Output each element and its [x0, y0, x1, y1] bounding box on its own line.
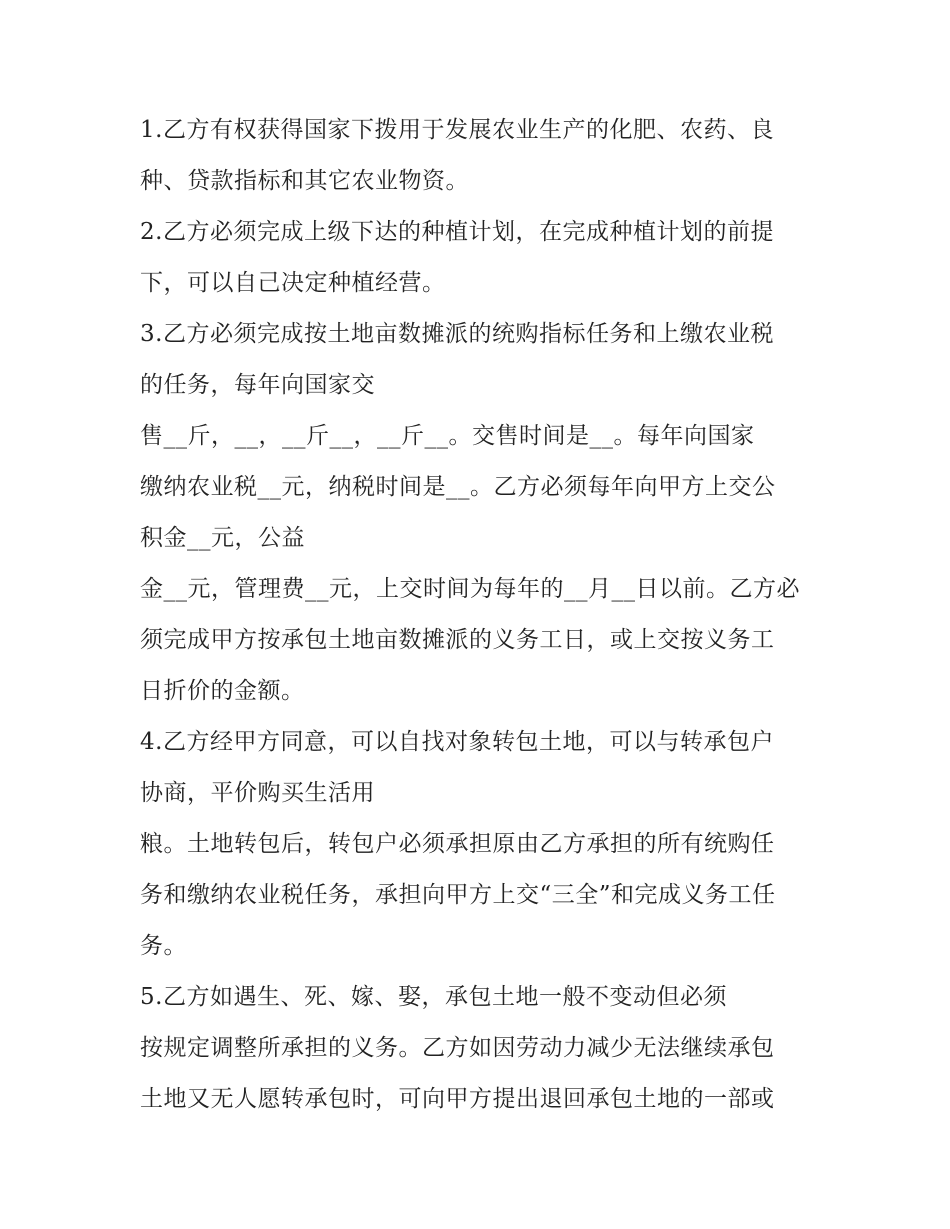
- text-line: 按规定调整所承担的义务。乙方如因劳动力减少无法继续承包: [140, 1035, 775, 1061]
- text-line: 5.乙方如遇生、死、嫁、娶，承包土地一般不变动但必须: [140, 984, 727, 1010]
- text-line: 须完成甲方按承包土地亩数摊派的义务工日，或上交按义务工: [140, 627, 775, 653]
- text-line: 4.乙方经甲方同意，可以自找对象转包土地，可以与转承包户: [140, 729, 774, 755]
- text-line: 2.乙方必须完成上级下达的种植计划，在完成种植计划的前提: [140, 219, 774, 245]
- document-body: [140, 105, 820, 1125]
- text-line: 务。: [140, 933, 187, 959]
- text-line: 种、贷款指标和其它农业物资。: [140, 168, 469, 194]
- text-line: 1.乙方有权获得国家下拨用于发展农业生产的化肥、农药、良: [140, 117, 774, 143]
- text-line: 售__斤，__，__斤__，__斤__。交售时间是__。每年向国家: [140, 423, 755, 449]
- text-line: 3.乙方必须完成按土地亩数摊派的统购指标任务和上缴农业税: [140, 321, 774, 347]
- text-line: 土地又无人愿转承包时，可向甲方提出退回承包土地的一部或: [140, 1086, 775, 1112]
- text-line: 缴纳农业税__元，纳税时间是__。乙方必须每年向甲方上交公: [140, 474, 776, 500]
- text-line: 积金__元，公益: [140, 525, 305, 551]
- text-line: 日折价的金额。: [140, 678, 305, 704]
- text-line: 下，可以自己决定种植经营。: [140, 270, 446, 296]
- text-line: 金__元，管理费__元，上交时间为每年的__月__日以前。乙方必: [140, 576, 800, 602]
- text-line: 务和缴纳农业税任务，承担向甲方上交“三全”和完成义务工任: [140, 882, 776, 908]
- text-line: 的任务，每年向国家交: [140, 372, 375, 398]
- text-line: 协商，平价购买生活用: [140, 780, 375, 806]
- text-line: 粮。土地转包后，转包户必须承担原由乙方承担的所有统购任: [140, 831, 775, 857]
